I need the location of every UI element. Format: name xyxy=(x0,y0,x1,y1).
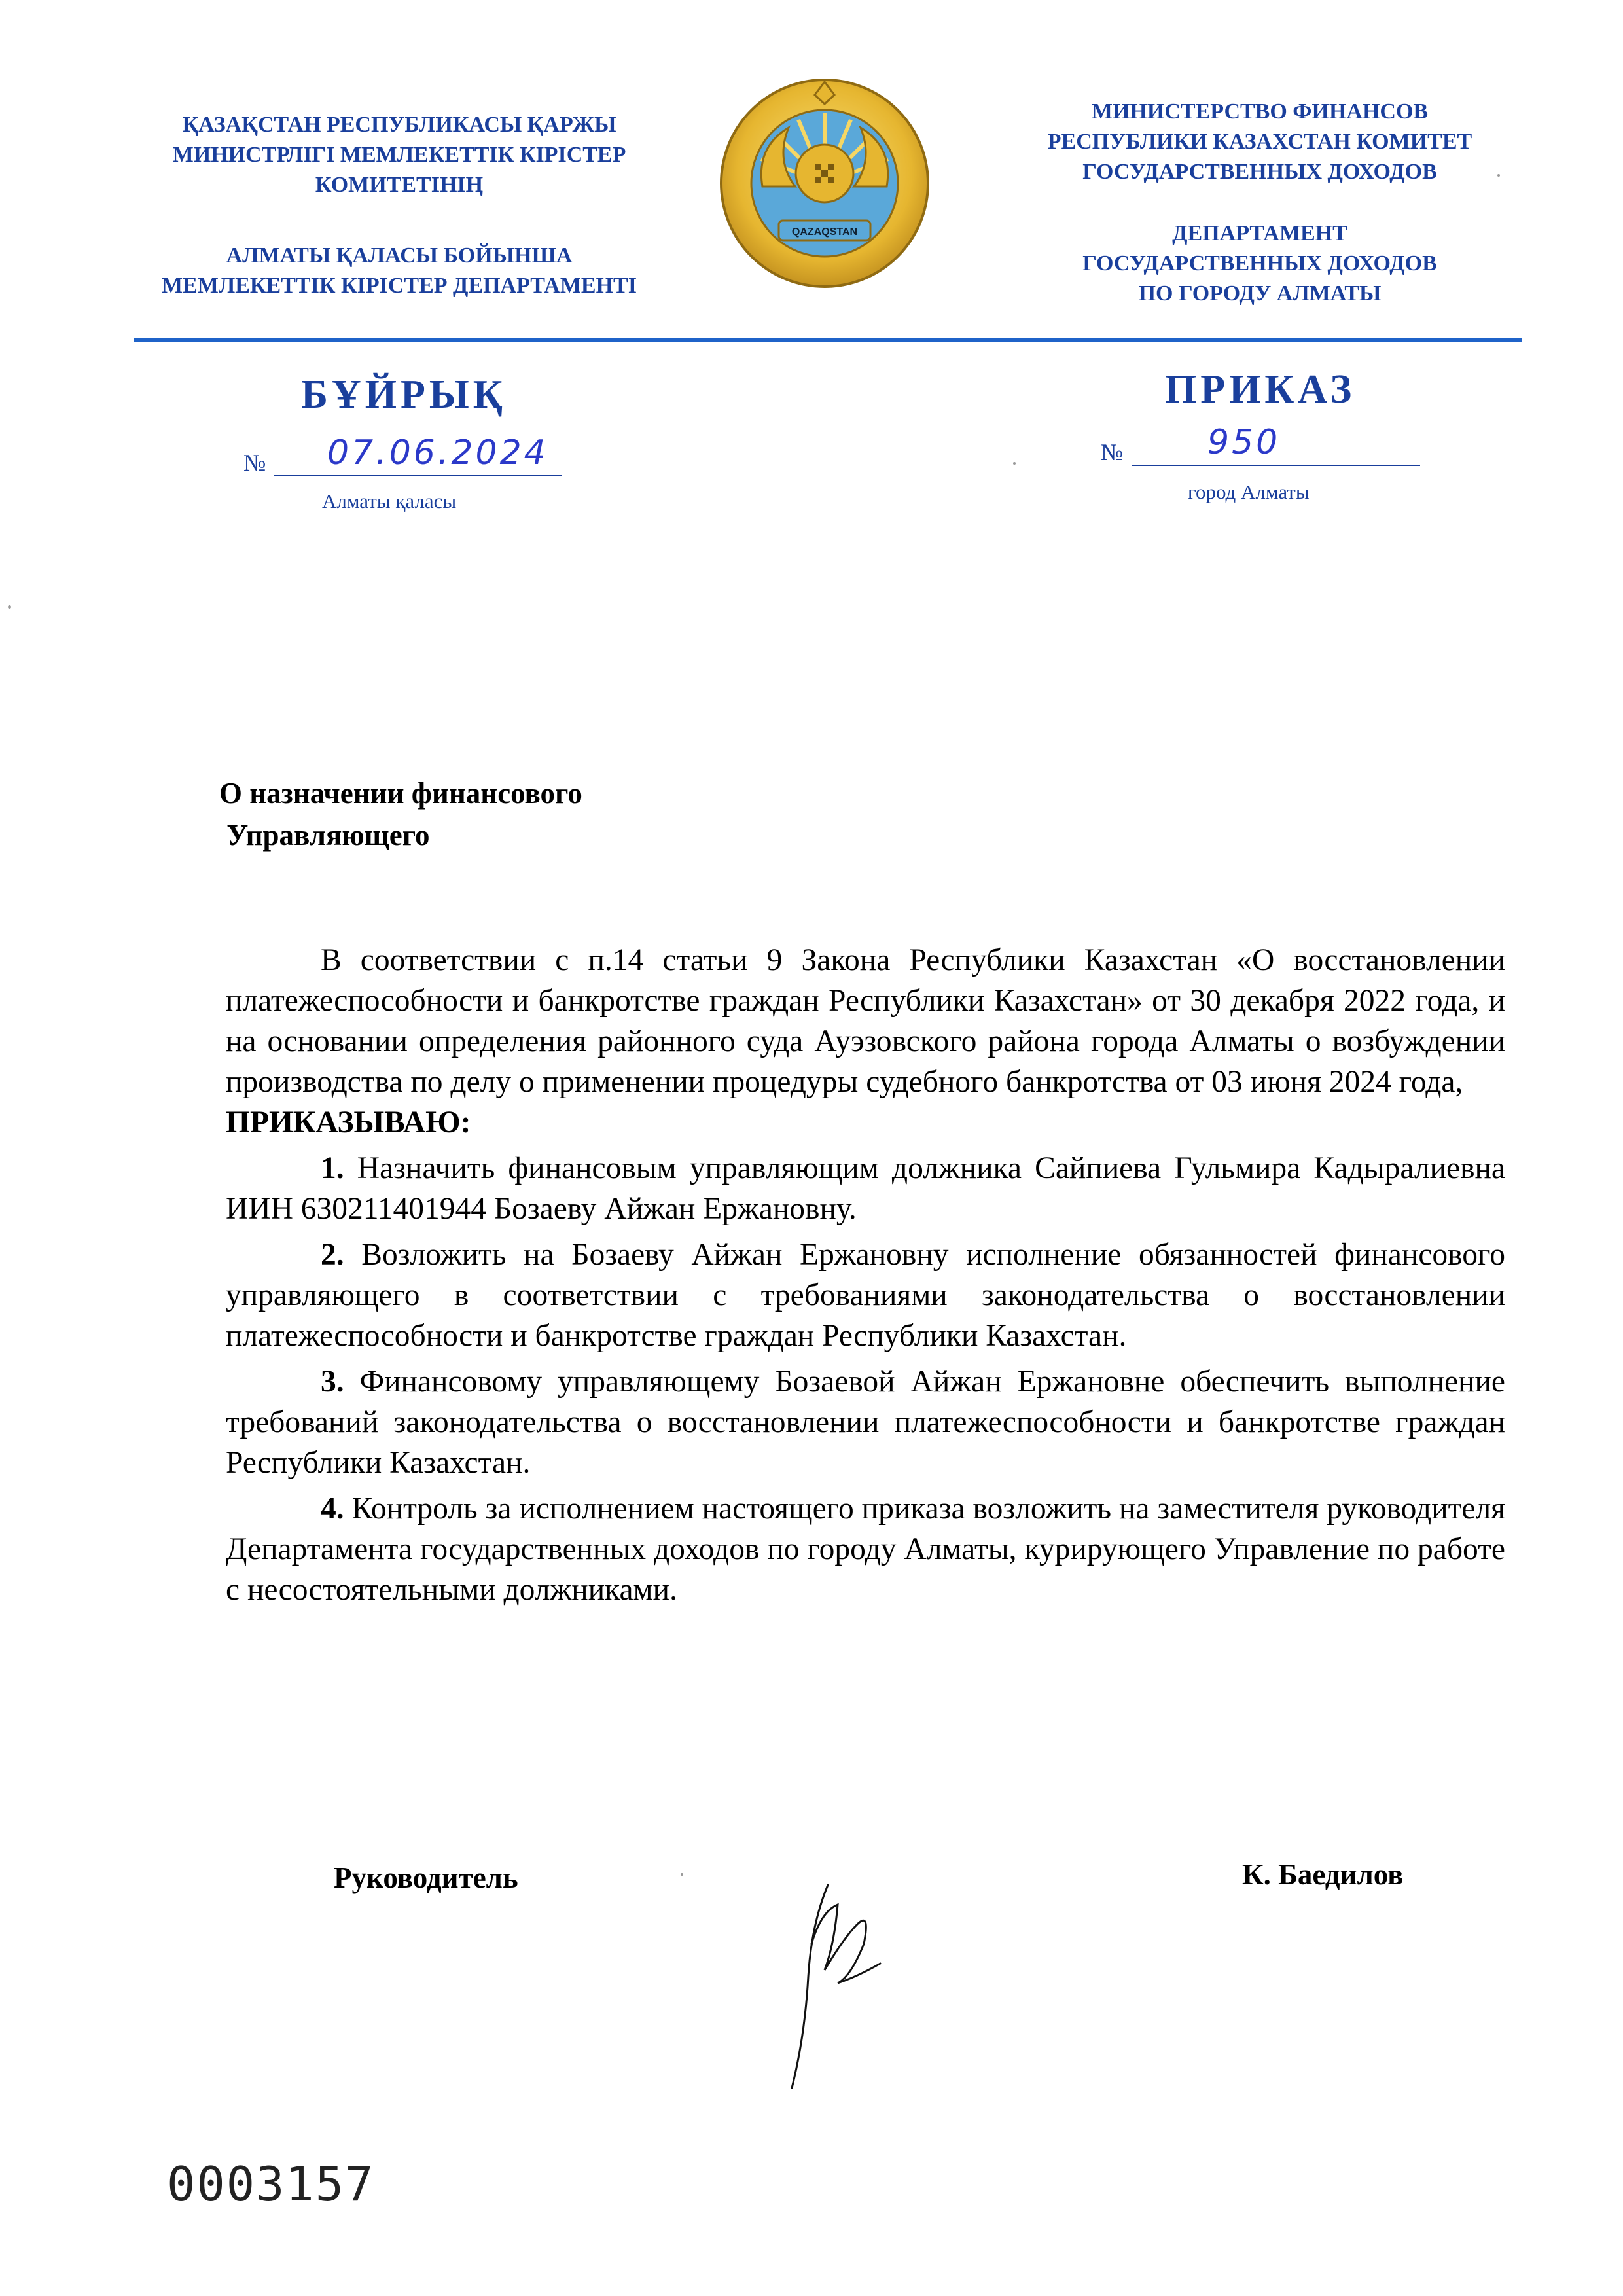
scan-speck xyxy=(8,605,11,609)
scan-speck xyxy=(681,1873,683,1876)
item-number: 2. xyxy=(321,1238,344,1272)
item-number: 3. xyxy=(321,1365,344,1399)
preamble: В соответствии с п.14 статьи 9 Закона Республики Казахстан «О восстановлении платежеспособности и банкротстве граждан Республики Казахстан» от 30 декабря 2022 года, и на основании определения районного суда Ауэзовского района города Алматы о возбуждении производства по делу о применении процедуры судебного банкротства от 03 июня 2024 года, xyxy=(226,943,1505,1099)
item-number: 4. xyxy=(321,1492,344,1526)
header-ru-committee-line: РЕСПУБЛИКИ КАЗАХСТАН КОМИТЕТ xyxy=(1047,130,1472,154)
order-title-ru: ПРИКАЗ xyxy=(1165,367,1356,412)
subject-line: О назначении финансового xyxy=(219,777,582,810)
date-line xyxy=(243,449,266,476)
header-kz-committee-line: КОМИТЕТІНІҢ xyxy=(315,173,484,197)
header-kz-committee xyxy=(98,110,700,200)
header-ru-department-line: ГОСУДАРСТВЕННЫХ ДОХОДОВ xyxy=(1082,251,1437,276)
header-kz-department-line: МЕМЛЕКЕТТІК КІРІСТЕР ДЕПАРТАМЕНТІ xyxy=(162,274,637,298)
item-text: Контроль за исполнением настоящего приказа возложить на заместителя руководителя Департамента государственных доходов по городу Алматы, курирующего Управление по работе с несостоятельными должниками. xyxy=(226,1492,1506,1607)
order-subject xyxy=(219,772,582,856)
serial-number: 0003157 xyxy=(167,2157,375,2212)
item-number: 1. xyxy=(321,1151,344,1185)
emblem-text: QAZAQSTAN xyxy=(791,226,858,238)
order-number-handwritten: 950 xyxy=(1207,423,1281,462)
number-line xyxy=(1101,439,1123,466)
order-date-handwritten: 07.06.2024 xyxy=(327,433,548,473)
header-ru-committee-line: ГОСУДАРСТВЕННЫХ ДОХОДОВ xyxy=(1082,160,1437,184)
order-word: ПРИКАЗЫВАЮ: xyxy=(226,1105,471,1139)
header-kz-department xyxy=(98,241,700,301)
header-ru-committee-line: МИНИСТЕРСТВО ФИНАНСОВ xyxy=(1091,99,1429,124)
header-divider xyxy=(134,338,1522,342)
item-text: Назначить финансовым управляющим должника Сайпиева Гульмира Кадыралиевна ИИН 630211401944 Бозаеву Айжан Ержановну. xyxy=(226,1151,1505,1226)
handwritten-signature xyxy=(772,1846,903,2094)
item-text: Возложить на Бозаеву Айжан Ержановну исполнение обязанностей финансового управляющего в соответствии с требованиями законодательства о восстановлении платежеспособности и банкротстве граждан Республики Казахстан. xyxy=(226,1238,1505,1353)
header-ru-committee xyxy=(949,97,1571,187)
header-kz-department-line: АЛМАТЫ ҚАЛАСЫ БОЙЫНША xyxy=(226,243,573,268)
number-sign: № xyxy=(243,450,266,476)
item-text: Финансовому управляющему Бозаевой Айжан Ержановне обеспечить выполнение требований законодательства о восстановлении платежеспособности и банкротстве граждан Республики Казахстан. xyxy=(226,1365,1506,1480)
header-ru-department-line: ПО ГОРОДУ АЛМАТЫ xyxy=(1138,281,1382,306)
subject-line: Управляющего xyxy=(219,819,430,852)
order-item xyxy=(226,1234,1505,1356)
order-body xyxy=(226,940,1505,1610)
header-ru-department-line: ДЕПАРТАМЕНТ xyxy=(1172,221,1347,245)
order-item xyxy=(226,1148,1505,1229)
city-kz: Алматы қаласы xyxy=(322,490,457,512)
order-item xyxy=(226,1361,1505,1483)
header-ru-department xyxy=(949,219,1571,309)
scan-speck xyxy=(1013,462,1016,465)
signatory-title: Руководитель xyxy=(334,1861,518,1894)
order-item xyxy=(226,1488,1505,1610)
header-kz-committee-line: ҚАЗАҚСТАН РЕСПУБЛИКАСЫ ҚАРЖЫ xyxy=(182,113,616,137)
order-title-kz: БҰЙРЫҚ xyxy=(301,372,507,417)
number-sign: № xyxy=(1101,439,1124,465)
scan-speck xyxy=(1497,174,1500,177)
city-ru: город Алматы xyxy=(1188,480,1310,503)
header-kz-committee-line: МИНИСТРЛІГІ МЕМЛЕКЕТТІК КІРІСТЕР xyxy=(172,143,626,167)
signatory-name: К. Баедилов xyxy=(1242,1858,1404,1891)
state-emblem-icon xyxy=(717,75,933,291)
